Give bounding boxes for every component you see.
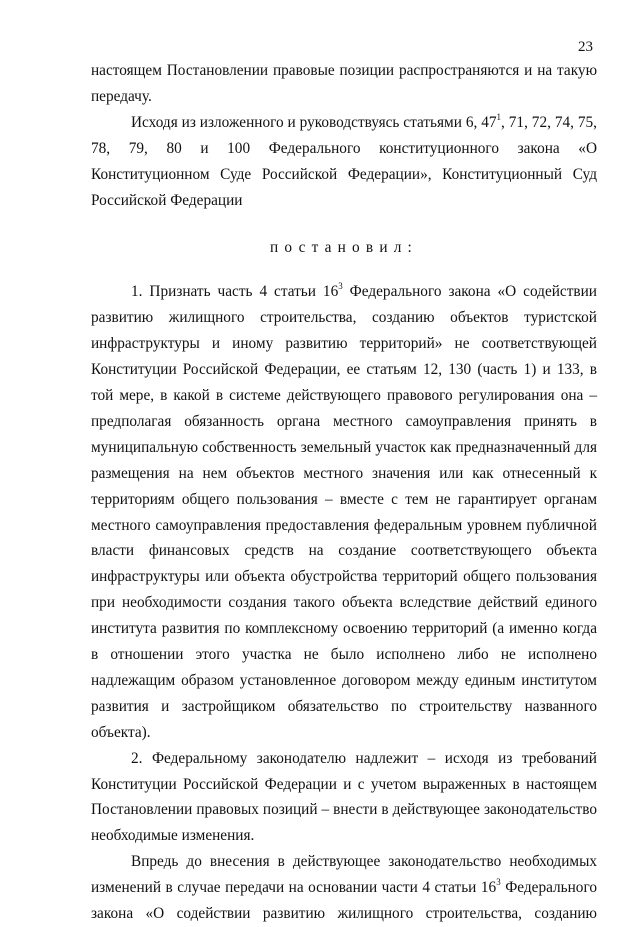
paragraph-item-1 <box>91 279 597 745</box>
paragraph-grounds-text-a: Исходя из изложенного и руководствуясь статьями 6, 47 <box>131 113 497 131</box>
paragraph-item-2: 2. Федеральному законодателю надлежит – исходя из требований Конституции Российской Федерации и с учетом выраженных в настоящем Постановлении правовых позиций – внести в действующее законодательство необходимые изменения. <box>91 749 597 845</box>
page-number: 23 <box>578 39 593 55</box>
document-body <box>91 58 597 927</box>
paragraph-interim-text-a: Впредь до внесения в действующее законодательство необходимых изменений в случае передачи на основании части 4 статьи 16 <box>91 853 597 897</box>
paragraph-interim <box>91 849 597 927</box>
superscript-47: 1 <box>496 111 502 122</box>
paragraph-interim-text-b: Федерального закона «О содействии развитию жилищного строительства, созданию <box>91 879 597 923</box>
resolution-heading: постановил: <box>270 239 418 257</box>
superscript-16-3: 3 <box>338 281 343 292</box>
paragraph-grounds-text-b: , 71, 72, 74, 75, 78, 79, 80 и 100 Федерального конституционного закона «О Конституционном Суде Российской Федерации», Конституционный Суд Российской Федерации <box>91 113 597 209</box>
superscript-16-3-second: 3 <box>496 877 501 888</box>
paragraph-item-1-text-b: Федерального закона «О содействии развитию жилищного строительства, созданию объектов туристской инфраструктуры и иному развитию территорий» не соответствующей Конституции Российской Федерации, ее статьям 12, 130 (часть 1) и 133, в той мере, в какой в системе действующего правового регулирования она – предполагая обязанность органа местного самоуправления принять в муниципальную собственность земельный участок как предназначенный для размещения на нем объектов местного значения или как отнесенный к территориям общего пользования – вместе с тем не гарантирует органам местного самоуправления предоставления федеральным уровнем публичной власти финансовых средств на создание соответствующего объекта инфраструктуры или объекта обустройства территорий общего пользования при необходимости создания такого объекта вследствие действий единого института развития по комплексному освоению территорий (а именно когда в отношении этого участка не было исполнено либо не исполнено надлежащим образом установленное договором между единым институтом развития и застройщиком обязательство по строительству названного объекта). <box>91 283 597 741</box>
paragraph-continuation: настоящем Постановлении правовые позиции распространяются и на такую передачу. <box>91 62 597 105</box>
paragraph-grounds <box>91 110 597 214</box>
paragraph-item-1-text-a: 1. Признать часть 4 статьи 16 <box>131 283 339 301</box>
